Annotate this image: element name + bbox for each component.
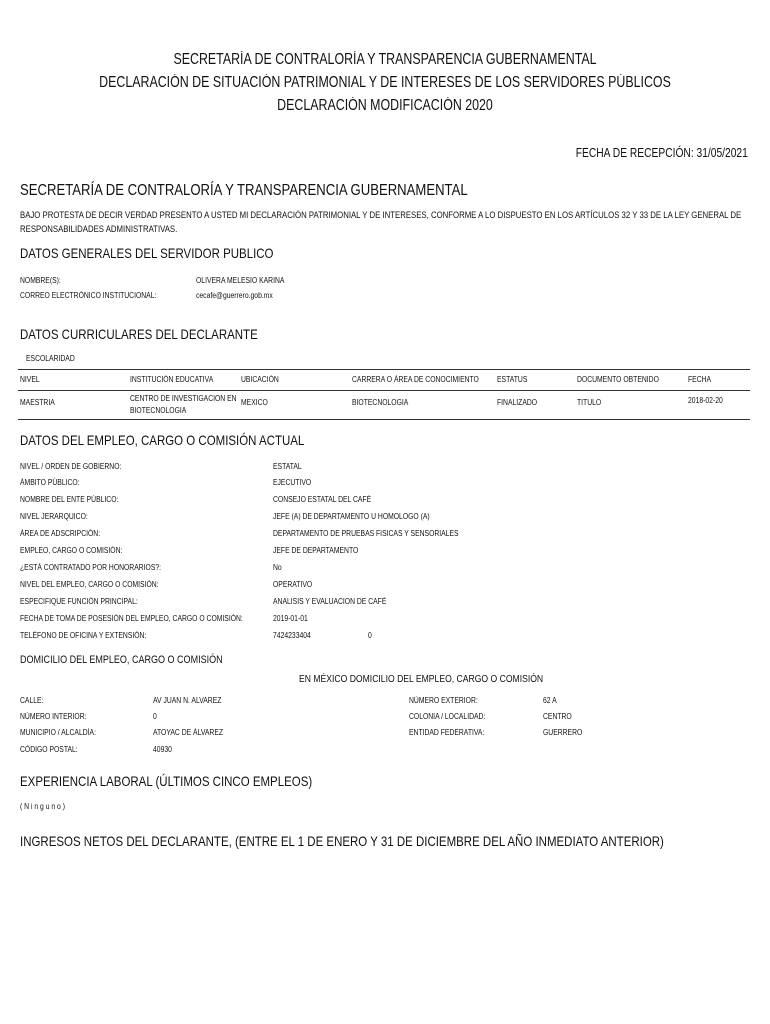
empleo-value: DEPARTAMENTO DE PRUEBAS FISICAS Y SENSORIALES [273,529,459,538]
ingresos-heading: INGRESOS NETOS DEL DECLARANTE, (ENTRE EL 1 DE ENERO Y 31 DE DICIEMBRE DEL AÑO INMEDIATO ANTERIOR) [20,833,664,849]
nombre-label: NOMBRE(S): [20,276,61,285]
row-institucion-1: CENTRO DE INVESTIGACION EN [130,394,237,403]
empleo-value: No [273,563,282,572]
calle-label: CALLE: [20,696,44,705]
empleo-label: NOMBRE DEL ENTE PÚBLICO: [20,495,119,504]
empleo-label: ESPECIFIQUE FUNCIÓN PRINCIPAL: [20,597,138,606]
domicilio-heading: DOMICILIO DEL EMPLEO, CARGO O COMISIÓN [20,654,223,666]
codigo-postal-label: CÓDIGO POSTAL: [20,745,78,754]
calle-value: AV JUAN N. ALVAREZ [153,696,222,705]
empleo-label: TELÉFONO DE OFICINA Y EXTENSIÓN: [20,631,147,640]
header-line-2: DECLARACIÓN DE SITUACIÓN PATRIMONIAL Y DE INTERESES DE LOS SERVIDORES PÚBLICOS [99,74,671,91]
empleo-value: CONSEJO ESTATAL DEL CAFÉ [273,495,372,504]
col-nivel: NIVEL [20,375,40,384]
empleo-value: ANALISIS Y EVALUACION DE CAFÉ [273,597,387,606]
numero-exterior-value: 62 A [543,696,557,705]
empleo-value: EJECUTIVO [273,478,312,487]
municipio-value: ATOYAC DE ÁLVAREZ [153,728,224,737]
col-carrera: CARRERA O ÁREA DE CONOCIMIENTO [352,375,479,384]
numero-interior-label: NÚMERO INTERIOR: [20,712,87,721]
municipio-label: MUNICIPIO / ALCALDÍA: [20,728,96,737]
empleo-value: JEFE (A) DE DEPARTAMENTO U HOMOLOGO (A) [273,512,430,521]
empleo-value: 2019-01-01 [273,614,308,623]
empleo-label: ÁMBITO PÚBLICO: [20,478,80,487]
entidad-value: GUERRERO [543,728,583,737]
codigo-postal-value: 40930 [153,745,172,754]
colonia-value: CENTRO [543,712,572,721]
row-institucion-2: BIOTECNOLOGIA [130,406,187,415]
row-ubicacion: MEXICO [241,398,268,407]
col-fecha: FECHA [688,375,712,384]
empleo-label: FECHA DE TOMA DE POSESIÓN DEL EMPLEO, CARGO O COMISIÓN: [20,614,243,623]
document-header [0,48,770,117]
col-documento: DOCUMENTO OBTENIDO [577,375,659,384]
secretaria-heading: SECRETARÍA DE CONTRALORÍA Y TRANSPARENCIA GUBERNAMENTAL [20,182,468,199]
row-carrera: BIOTECNOLOGIA [352,398,409,407]
empleo-label: NIVEL / ORDEN DE GOBIERNO: [20,462,122,471]
experiencia-value: ( N i n g u n o ) [20,802,65,811]
header-line-1: SECRETARÍA DE CONTRALORÍA Y TRANSPARENCIA GUBERNAMENTAL [173,51,597,68]
protesta-line-1: BAJO PROTESTA DE DECIR VERDAD PRESENTO A USTED MI DECLARACIÓN PATRIMONIAL Y DE INTERESES, CONFORME A LO DISPUESTO EN LOS ARTÍCULOS 32 Y 33 DE LA LEY GENERAL DE [20,210,742,221]
empleo-label: NIVEL DEL EMPLEO, CARGO O COMISIÓN: [20,580,159,589]
table-bottom-rule [18,419,750,420]
empleo-value: ESTATAL [273,462,302,471]
curriculares-heading: DATOS CURRICULARES DEL DECLARANTE [20,326,258,342]
empleo-label: NIVEL JERARQUICO: [20,512,88,521]
numero-exterior-label: NÚMERO EXTERIOR: [409,696,478,705]
empleo-label: ¿ESTÁ CONTRATADO POR HONORARIOS?: [20,563,162,572]
datos-generales-heading: DATOS GENERALES DEL SERVIDOR PUBLICO [20,245,274,261]
col-estatus: ESTATUS [497,375,528,384]
escolaridad-subheading: ESCOLARIDAD [26,354,75,363]
reception-date: FECHA DE RECEPCIÓN: 31/05/2021 [575,146,748,160]
empleo-heading: DATOS DEL EMPLEO, CARGO O COMISIÓN ACTUAL [20,432,305,448]
experiencia-heading: EXPERIENCIA LABORAL (ÚLTIMOS CINCO EMPLEOS) [20,773,313,789]
table-top-rule [18,369,750,370]
row-estatus: FINALIZADO [497,398,538,407]
table-header-rule [18,390,750,391]
nombre-value: OLIVERA MELESIO KARINA [196,276,285,285]
empleo-label: EMPLEO, CARGO O COMISIÓN: [20,546,123,555]
numero-interior-value: 0 [153,712,157,721]
empleo-label: ÁREA DE ADSCRIPCIÓN: [20,529,101,538]
correo-label: CORREO ELECTRÓNICO INSTITUCIONAL: [20,291,157,300]
row-fecha: 2018-02-20 [688,396,723,405]
row-nivel: MAESTRIA [20,398,55,407]
entidad-label: ENTIDAD FEDERATIVA: [409,728,485,737]
header-line-3: DECLARACIÓN MODIFICACIÓN 2020 [277,97,493,114]
domicilio-subheading: EN MÉXICO DOMICILIO DEL EMPLEO, CARGO O COMISIÓN [299,673,544,685]
col-ubicacion: UBICACIÓN [241,375,279,384]
col-institucion: INSTITUCIÓN EDUCATIVA [130,375,214,384]
correo-value: cecafe@guerrero.gob.mx [196,291,273,300]
phone-extension: 0 [368,631,372,640]
row-documento: TITULO [577,398,602,407]
colonia-label: COLONIA / LOCALIDAD: [409,712,486,721]
empleo-value: OPERATIVO [273,580,313,589]
protesta-line-2: RESPONSABILIDADES ADMINISTRATIVAS. [20,224,178,235]
empleo-value: JEFE DE DEPARTAMENTO [273,546,359,555]
empleo-value: 7424233404 [273,631,311,640]
